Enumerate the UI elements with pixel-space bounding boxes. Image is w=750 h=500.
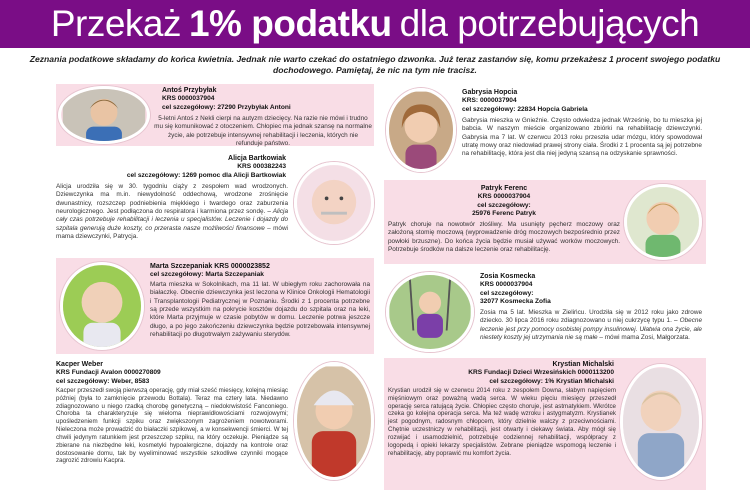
title-post: dla potrzebujących	[399, 3, 700, 44]
girl-portrait-icon	[63, 265, 141, 347]
photo-krystian	[620, 364, 702, 480]
card-name: Krystian Michalski	[552, 361, 614, 368]
photo-marta	[60, 262, 144, 350]
card-cel: cel szczegółowy: Marta Szczepaniak	[150, 271, 264, 279]
boy-portrait-icon	[61, 89, 147, 141]
card-cel: 25976 Ferenc Patryk	[472, 210, 536, 218]
card-cel: cel szczegółowy: 22834 Hopcia Gabriela	[462, 105, 588, 113]
girl-swing-portrait-icon	[389, 275, 471, 349]
boy-hat-portrait-icon	[297, 365, 371, 477]
card-name: Gabrysia Hopcia	[462, 89, 518, 96]
card-text: Patryk choruje na nowotwór złośliwy. Ma usunięty pęcherz moczowy oraz założoną stomię moczową (wyprowadzenie dróg moczowych bezpośrednio przez powłoki brzuszne). Do końca życia będzie musiał używać worków moczowych. Potrzebuje środków na dalsze leczenie oraz rehabilitację.	[388, 221, 620, 253]
card-cel: cel szczegółowy: Weber, 8583	[56, 377, 150, 385]
card-cel: cel szczegółowy: 1269 pomoc dla Alicji Bartkowiak	[126, 171, 286, 179]
photo-patryk	[624, 184, 702, 260]
card-name: Marta Szczepaniak KRS 0000023852	[150, 263, 270, 270]
boy-portrait-icon	[623, 367, 699, 477]
title-bold: 1% podatku	[188, 3, 392, 44]
card-cel: 32077 Kosmecka Zofia	[480, 298, 551, 306]
card-krs: KRS Fundacji Avalon 0000270809	[56, 369, 161, 377]
photo-kacper	[294, 362, 374, 480]
card-text	[56, 183, 288, 241]
card-cel-label: cel szczegółowy:	[477, 201, 531, 209]
card-name: Antoś Przybyłak	[162, 87, 217, 94]
card-quote: – Obecne leczenie jest przy pomocy osobistej pompy insulinowej. Ułatwia ona życie, ale niestety koszty jej utrzymania nie są małe	[480, 317, 703, 341]
card-text: 5-letni Antoś z Nekli cierpi na autyzm dziecięcy. Na razie nie mówi i trudno mu się komunikować z otoczeniem. Chłopiec ma jednak szansę na normalne życie, ale potrzebuje intensywnej rehabilitacji i leczenia, których nie refunduje państwo.	[154, 115, 372, 147]
card-text-main: Zosia ma 5 lat. Mieszka w Zielińcu. Urodziła się w 2012 roku jako zdrowe dziecko. 30 lipca 2016 roku zdiagnozowano u niej cukrzycę typu 1.	[480, 309, 702, 325]
card-quote-end: – mówi mama Zosi, Małgorzata.	[599, 333, 690, 341]
girl-portrait-icon	[389, 91, 453, 169]
photo-alicja	[294, 162, 374, 244]
card-patryk	[384, 180, 706, 264]
card-krs: KRS Fundacji Dzieci Wrzesińskich 0000113200	[468, 369, 614, 377]
card-name: Kacper Weber	[56, 361, 103, 368]
card-text: Kacper przeszedł swoją pierwszą operację, gdy miał sześć miesięcy, kolejną miesiąc później (była to zamknięcie przewodu Bottala). Teraz ma cztery lata. Niedawno zdiagnozowano u niego rzadką chorobę genetyczną – niedokrwistość Fanconiego. Choroba ta charakteryzuje się wieloma nieprawidłowościami rozwojowymi; upośledzeniem funkcji szpiku oraz zwiększonym zagrożeniem nowotworami. Nieleczona może prowadzić do białaczki szpikowej, a w konsekwencji śmierci. W tej chwili jedynym ratunkiem jest przeszczep szpiku, na który oczekuje. Pieniądze są zbierane na niezbędne leki, kosmetyki hypoalergiczne, dojazdy na kontrole oraz dostosowanie domu, tak by wyeliminować wszystkie szkodliwe czynniki mogące zagrozić zdrowiu Kacpra.	[56, 387, 289, 465]
card-text: Krystian urodził się w czerwcu 2014 roku z zespołem Downa, słabym napięciem mięśniowym oraz poważną wadą serca. W wieku pięciu miesięcy przeszedł operację serca ratującą życie. Chłopiec często choruje, jest astmatykiem. Wkrótce czeka go kolejna operacja serca. Ma też wadę wzroku i astygmatyzm. Krystianek jest pogodnym, radosnym chłopcem, który dzielnie walczy z przeciwnościami. Chętnie uczestniczy w rehabilitacji, jest otwarty i ciekawy świata. Aby mógł się rozwijać i usamodzielnić, potrzebuje codziennej rehabilitacji, współpracy z logopedą i opieki lekarzy specjalistów. Zebrane pieniądze wspomogą leczenie i rehabilitację, aby poprawić mu komfort życia.	[388, 387, 616, 457]
card-krs: KRS 0000037904	[162, 95, 215, 103]
card-krs: KRS 0000037904	[477, 193, 531, 201]
card-krystian	[384, 358, 706, 490]
card-krs: KRS 0000037904	[480, 281, 533, 289]
card-krs: KRS 000382243	[237, 163, 286, 171]
card-name: Patryk Ferenc	[480, 185, 528, 192]
card-text: Gabrysia mieszka w Gnieźnie. Często odwiedza jednak Wrześnię, bo tu mieszka jej babcia. W naszym mieście organizowano zbiórki na rehabilitację dziewczynki. Gabrysia ma 7 lat. W czerwcu 2013 roku przeszła udar mózgu, który spowodował utratę mowy oraz niedowład prawej strony ciała. Środki z 1 procenta są jej potrzebne na rehabilitację, która jest dla niej jedyną szansą na odzyskanie sprawności.	[462, 117, 702, 158]
card-gabrysia	[384, 84, 706, 176]
card-kacper	[56, 358, 374, 490]
card-quote-end: – mówi mama dziewczynki, Patrycja.	[56, 224, 288, 240]
card-name: Alicja Bartkowiak	[228, 155, 286, 162]
photo-gabrysia	[386, 88, 456, 172]
card-marta	[56, 258, 374, 354]
card-zosia	[384, 270, 706, 354]
card-krs: KRS: 0000037904	[462, 97, 517, 105]
card-alicja	[56, 152, 374, 248]
baby-portrait-icon	[297, 165, 371, 241]
intro-text: Zeznania podatkowe składamy do końca kwietnia. Jednak nie warto czekać do ostatniego dzwonka. Już teraz zastanów się, komu przekażesz 1 procent swojego podatku dochodowego. Pamiętaj, że nic na tym nie tracisz.	[29, 54, 721, 76]
card-text: Marta mieszka w Sokolnikach, ma 11 lat. W ubiegłym roku zachorowała na białaczkę. Obecnie dziewczynka jest leczona w Klinice Onkologii Hematologii i Transplantologii Pediatrycznej w Poznaniu. Środki z 1 procenta potrzebne są przede wszystkim na pokrycie kosztów dojazdu do szpitala oraz na leki, które Marta przyjmuje w czasie pobytów w domu. Leczenie potrwa jeszcze długo, a po jego zakończeniu dziewczynka będzie potrzebowała intensywnej rehabilitacji po długotrwałym zażywaniu sterydów.	[150, 281, 370, 338]
card-quote: – Alicja cały czas potrzebuje rehabilitacji i leczenia u specjalistów. Leczenie i dojazdy do szpitala generują duże koszty, co przerasta nasze możliwości finansowe	[56, 207, 288, 232]
title-pre: Przekaż	[50, 3, 181, 44]
photo-zosia	[386, 272, 474, 352]
card-name: Zosia Kosmecka	[480, 273, 536, 280]
card-text-main: Alicja urodziła się w 30. tygodniu ciąży z zespołem wad wrodzonych. Dziewczynka ma m.in. niewydolność oddechową, wrodzone zrośnięcie dwunastnicy, rozszczep podniebienia miękkiego i twardego oraz zaburzenia neurologicznego. Jest podłączona do respiratora i karmiona przez sondę.	[56, 183, 288, 215]
card-cel-label: cel szczegółowy:	[480, 289, 534, 297]
card-cel: cel szczegółowy: 27290 Przybyłak Antoni	[162, 103, 291, 111]
photo-antos	[58, 86, 150, 144]
page-banner	[0, 0, 750, 48]
card-antos	[56, 84, 374, 146]
card-cel: cel szczegółowy: 1% Krystian Michalski	[489, 377, 614, 385]
card-text	[480, 309, 702, 342]
boy-portrait-icon	[627, 187, 699, 257]
